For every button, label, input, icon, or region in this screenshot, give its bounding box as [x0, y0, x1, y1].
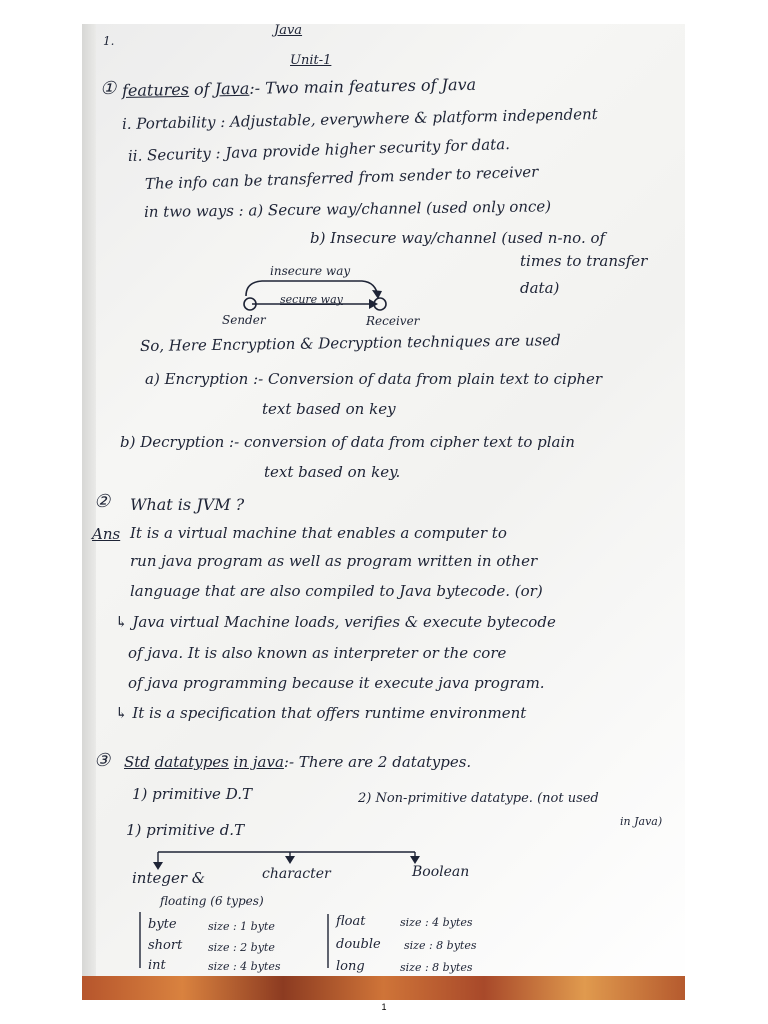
- insecure-way-label: insecure way: [270, 264, 351, 278]
- text-line: language that are also compiled to Java bytecode. (or): [130, 582, 543, 600]
- heading-word: of: [193, 79, 210, 99]
- page-number: 1: [381, 1002, 387, 1012]
- heading-word: features: [121, 79, 190, 100]
- text-line: data): [520, 279, 560, 297]
- margin-number: 1.: [103, 34, 115, 48]
- text-line: times to transfer: [520, 252, 648, 270]
- decryption-line-2: text based on key.: [264, 463, 401, 481]
- decryption-line-1: b) Decryption :- conversion of data from cipher text to plain: [120, 433, 575, 451]
- type-int: int: [148, 958, 166, 973]
- heading-word: datatypes: [154, 753, 229, 771]
- text-line: It is a virtual machine that enables a computer to: [130, 524, 507, 542]
- datatype-2-note: in Java): [620, 815, 663, 828]
- text-line: The info can be transferred from sender to receiver: [144, 162, 539, 193]
- heading-word: Std: [124, 753, 150, 771]
- floating-label: floating (6 types): [160, 894, 264, 908]
- text-line: b) Insecure way/channel (used n-no. of: [310, 229, 606, 247]
- unit-label: Unit-1: [290, 53, 332, 68]
- arrow-down-icon: [410, 856, 420, 864]
- question-2-title: What is JVM ?: [130, 495, 245, 514]
- branch-boolean: Boolean: [412, 864, 470, 880]
- size-byte: size : 1 byte: [208, 920, 275, 933]
- text-line: in two ways : a) Secure way/channel (used only once): [143, 197, 552, 221]
- question-1-marker: ①: [100, 78, 117, 99]
- arrow-down-icon: [285, 856, 295, 864]
- question-3-marker: ③: [94, 750, 111, 771]
- question-2-marker: ②: [94, 491, 111, 512]
- type-short: short: [148, 938, 183, 953]
- heading-rest: :- Two main features of Java: [249, 74, 477, 98]
- answer-label: Ans: [92, 525, 121, 543]
- type-double: double: [336, 937, 381, 952]
- heading-word: in java: [233, 753, 284, 771]
- size-long: size : 8 bytes: [400, 961, 473, 974]
- text-line: ii. Security : Java provide higher security for data.: [127, 135, 511, 165]
- type-long: long: [336, 959, 365, 974]
- primitive-heading: 1) primitive d.T: [126, 821, 245, 839]
- size-double: size : 8 bytes: [404, 939, 477, 952]
- secure-way-label: secure way: [280, 293, 343, 306]
- size-short: size : 2 byte: [208, 941, 275, 954]
- sender-label: Sender: [222, 313, 266, 327]
- datatype-1: 1) primitive D.T: [132, 785, 252, 803]
- text-line: ↳ Java virtual Machine loads, verifies & execute bytecode: [115, 613, 556, 631]
- text-line: of java. It is also known as interpreter or the core: [128, 644, 507, 662]
- heading-word: Java: [214, 78, 250, 99]
- encryption-line-2: text based on key: [262, 400, 396, 418]
- text-line: run java program as well as program written in other: [130, 552, 538, 570]
- text-line: of java programming because it execute java program.: [128, 674, 545, 692]
- subject-title: Java: [274, 23, 303, 38]
- heading-rest: :- There are 2 datatypes.: [283, 753, 472, 771]
- text-line: So, Here Encryption & Decryption techniques are used: [139, 331, 561, 355]
- size-float: size : 4 bytes: [400, 916, 473, 929]
- size-int: size : 4 bytes: [208, 960, 281, 973]
- type-byte: byte: [148, 917, 177, 932]
- text-line: ↳ It is a specification that offers runtime environment: [115, 704, 527, 722]
- type-float: float: [336, 914, 366, 929]
- branch-integer: integer &: [132, 869, 206, 887]
- encryption-line-1: a) Encryption :- Conversion of data from plain text to cipher: [145, 370, 603, 388]
- text-line: i. Portability : Adjustable, everywhere & platform independent: [121, 105, 598, 133]
- receiver-label: Receiver: [366, 314, 420, 328]
- datatype-2: 2) Non-primitive datatype. (not used: [358, 791, 599, 806]
- branch-character: character: [262, 866, 331, 882]
